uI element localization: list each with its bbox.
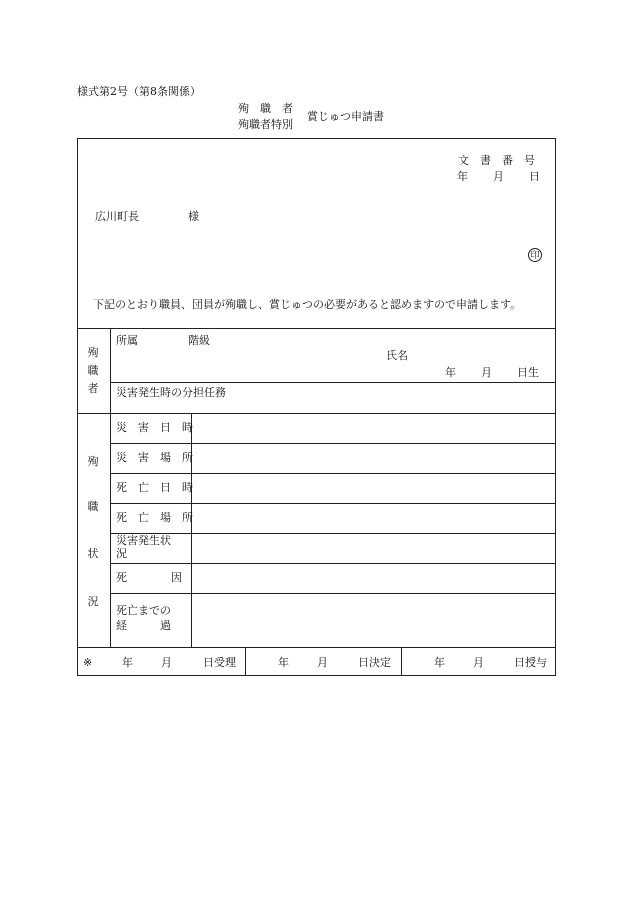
- divider-row-2: [110, 473, 556, 474]
- form-frame: [77, 138, 556, 676]
- divider-header: [77, 328, 556, 329]
- date-month-label: 月: [493, 170, 504, 183]
- row-disaster-situation: 災害発生状 況: [116, 534, 171, 560]
- awarded-day: 日授与: [514, 656, 547, 669]
- received-day: 日受理: [203, 656, 236, 669]
- divider-row-1: [110, 443, 556, 444]
- circumstance-label-3: 状: [87, 547, 99, 560]
- form-number: 様式第2号（第8条関係）: [77, 85, 201, 98]
- divider-row-4: [110, 533, 556, 534]
- date-year-label: 年: [457, 170, 468, 183]
- divider-duty: [110, 382, 556, 383]
- decided-month: 月: [317, 656, 328, 669]
- row-disaster-location: 災 害 場 所: [116, 451, 193, 464]
- title-line2: 殉職者特別: [238, 118, 293, 131]
- honorific: 様: [188, 210, 199, 223]
- footer-mark: ※: [83, 656, 93, 669]
- affiliation-label: 所属: [116, 334, 138, 347]
- circumstance-label-4: 況: [87, 595, 99, 608]
- disaster-duty-label: 災害発生時の分担任務: [116, 386, 226, 399]
- circumstance-label-1: 殉: [87, 455, 99, 468]
- birth-day-label: 日生: [517, 366, 539, 379]
- item-column-line: [191, 413, 192, 647]
- row-cause-of-death: 死 因: [116, 571, 182, 584]
- circumstance-label-2: 職: [87, 500, 99, 513]
- rank-label: 階級: [188, 334, 210, 347]
- title-suffix: 賞じゅつ申請書: [307, 110, 384, 123]
- label-column-line: [110, 328, 111, 647]
- decided-day: 日決定: [358, 656, 391, 669]
- received-month: 月: [161, 656, 172, 669]
- awarded-month: 月: [473, 656, 484, 669]
- received-year: 年: [122, 656, 133, 669]
- name-label: 氏名: [386, 349, 408, 362]
- title-line1: 殉 職 者: [238, 102, 293, 115]
- divider-footer: [77, 647, 556, 648]
- application-statement: 下記のとおり職員、団員が殉職し、賞じゅつの必要があると認めますので申請します。: [93, 298, 522, 311]
- awarded-year: 年: [434, 656, 445, 669]
- row-death-location: 死 亡 場 所: [116, 511, 193, 524]
- row-death-datetime: 死 亡 日 時: [116, 481, 193, 494]
- row-disaster-datetime: 災 害 日 時: [116, 421, 193, 434]
- footer-separator-1: [245, 647, 246, 676]
- birth-year-label: 年: [445, 366, 456, 379]
- birth-month-label: 月: [481, 366, 492, 379]
- row-progress-until-death: 死亡までの 経 過: [116, 604, 171, 632]
- seal-mark: 印: [528, 248, 542, 262]
- deceased-label-1: 殉: [87, 346, 99, 359]
- document-number-label: 文 書 番 号: [458, 154, 535, 167]
- divider-row-5: [110, 563, 556, 564]
- decided-year: 年: [278, 656, 289, 669]
- divider-row-3: [110, 503, 556, 504]
- deceased-label-3: 者: [87, 382, 99, 395]
- deceased-label-2: 職: [87, 364, 99, 377]
- footer-separator-2: [401, 647, 402, 676]
- divider-row-6: [110, 593, 556, 594]
- addressee: 広川町長: [95, 210, 139, 223]
- date-day-label: 日: [529, 170, 540, 183]
- divider-circumstances: [77, 413, 556, 414]
